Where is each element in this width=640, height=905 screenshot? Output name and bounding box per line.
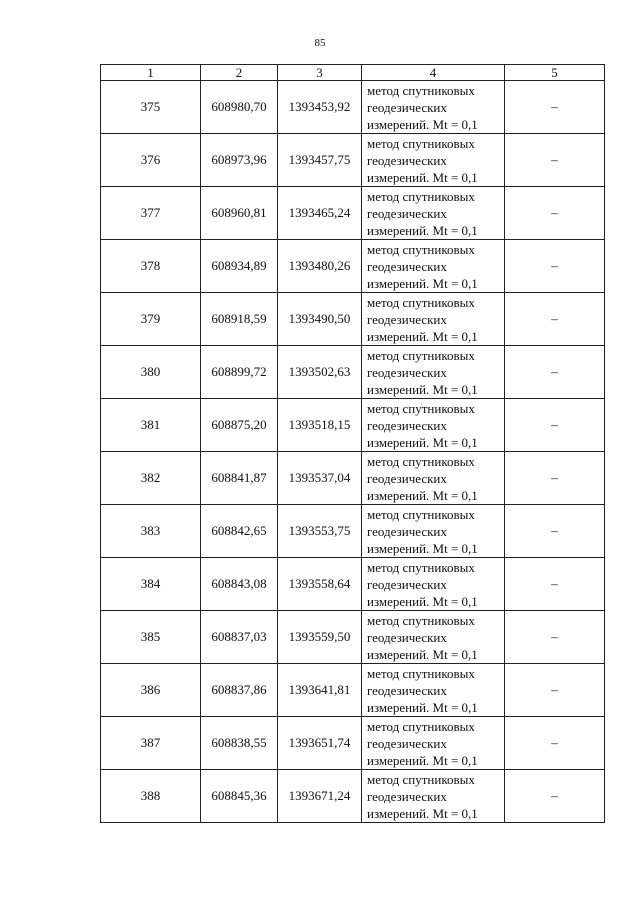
table-row <box>101 611 605 664</box>
method-line: геодезических <box>367 735 447 751</box>
point-number-cell: 378 <box>101 240 201 293</box>
coordinate-y-cell: 1393537,04 <box>278 452 362 505</box>
point-number-cell: 381 <box>101 399 201 452</box>
method-line: геодезических <box>367 788 447 804</box>
method-line: измерений. Mt = 0,1 <box>367 540 478 556</box>
method-line: геодезических <box>367 682 447 698</box>
method-line: измерений. Mt = 0,1 <box>367 805 478 821</box>
note-cell: – <box>505 664 605 717</box>
point-number-cell: 386 <box>101 664 201 717</box>
coordinate-y-cell: 1393490,50 <box>278 293 362 346</box>
note-cell: – <box>505 717 605 770</box>
point-number-cell: 380 <box>101 346 201 399</box>
table-row <box>101 452 605 505</box>
method-line: метод спутниковых <box>367 612 475 628</box>
point-number-cell: 382 <box>101 452 201 505</box>
coordinate-x-cell: 608960,81 <box>201 187 278 240</box>
header-cell-4: 4 <box>362 65 505 81</box>
point-number-cell: 388 <box>101 770 201 823</box>
note-cell: – <box>505 346 605 399</box>
note-cell: – <box>505 452 605 505</box>
method-cell <box>362 452 505 505</box>
point-number-cell: 383 <box>101 505 201 558</box>
header-cell-5: 5 <box>505 65 605 81</box>
coordinate-x-cell: 608842,65 <box>201 505 278 558</box>
method-line: метод спутниковых <box>367 347 475 363</box>
method-line: метод спутниковых <box>367 241 475 257</box>
method-line: метод спутниковых <box>367 453 475 469</box>
method-cell <box>362 399 505 452</box>
table-row <box>101 187 605 240</box>
table-row <box>101 134 605 187</box>
table-header <box>101 65 605 81</box>
table-row <box>101 558 605 611</box>
coordinate-y-cell: 1393559,50 <box>278 611 362 664</box>
method-cell <box>362 187 505 240</box>
method-line: геодезических <box>367 470 447 486</box>
coordinate-y-cell: 1393558,64 <box>278 558 362 611</box>
method-line: геодезических <box>367 258 447 274</box>
coordinate-y-cell: 1393518,15 <box>278 399 362 452</box>
method-line: метод спутниковых <box>367 400 475 416</box>
point-number-cell: 375 <box>101 81 201 134</box>
method-line: измерений. Mt = 0,1 <box>367 752 478 768</box>
method-cell <box>362 505 505 558</box>
table-body <box>101 81 605 823</box>
method-cell <box>362 611 505 664</box>
method-cell <box>362 240 505 293</box>
method-line: измерений. Mt = 0,1 <box>367 487 478 503</box>
table-row <box>101 399 605 452</box>
note-cell: – <box>505 505 605 558</box>
note-cell: – <box>505 134 605 187</box>
method-line: геодезических <box>367 417 447 433</box>
method-cell <box>362 664 505 717</box>
coordinate-y-cell: 1393651,74 <box>278 717 362 770</box>
coordinate-y-cell: 1393457,75 <box>278 134 362 187</box>
method-line: измерений. Mt = 0,1 <box>367 646 478 662</box>
method-line: измерений. Mt = 0,1 <box>367 593 478 609</box>
point-number-cell: 377 <box>101 187 201 240</box>
method-line: геодезических <box>367 205 447 221</box>
note-cell: – <box>505 187 605 240</box>
point-number-cell: 387 <box>101 717 201 770</box>
page-number: 85 <box>314 37 326 49</box>
note-cell: – <box>505 770 605 823</box>
coordinate-x-cell: 608837,03 <box>201 611 278 664</box>
method-line: геодезических <box>367 576 447 592</box>
method-line: метод спутниковых <box>367 506 475 522</box>
method-cell <box>362 293 505 346</box>
note-cell: – <box>505 293 605 346</box>
method-cell <box>362 558 505 611</box>
note-cell: – <box>505 611 605 664</box>
coordinate-x-cell: 608918,59 <box>201 293 278 346</box>
table-row <box>101 293 605 346</box>
table-row <box>101 770 605 823</box>
method-line: метод спутниковых <box>367 294 475 310</box>
coordinate-x-cell: 608838,55 <box>201 717 278 770</box>
method-line: метод спутниковых <box>367 559 475 575</box>
coordinate-x-cell: 608973,96 <box>201 134 278 187</box>
point-number-cell: 376 <box>101 134 201 187</box>
method-line: измерений. Mt = 0,1 <box>367 381 478 397</box>
header-cell-2: 2 <box>201 65 278 81</box>
method-line: геодезических <box>367 629 447 645</box>
point-number-cell: 385 <box>101 611 201 664</box>
method-line: геодезических <box>367 311 447 327</box>
method-line: геодезических <box>367 523 447 539</box>
coordinate-x-cell: 608843,08 <box>201 558 278 611</box>
note-cell: – <box>505 240 605 293</box>
method-line: метод спутниковых <box>367 718 475 734</box>
header-row <box>101 65 605 81</box>
method-line: метод спутниковых <box>367 82 475 98</box>
note-cell: – <box>505 558 605 611</box>
header-cell-3: 3 <box>278 65 362 81</box>
note-cell: – <box>505 399 605 452</box>
point-number-cell: 384 <box>101 558 201 611</box>
table-row <box>101 505 605 558</box>
method-line: измерений. Mt = 0,1 <box>367 434 478 450</box>
coordinate-y-cell: 1393480,26 <box>278 240 362 293</box>
method-line: измерений. Mt = 0,1 <box>367 116 478 132</box>
coordinate-y-cell: 1393641,81 <box>278 664 362 717</box>
coordinate-x-cell: 608841,87 <box>201 452 278 505</box>
method-line: метод спутниковых <box>367 771 475 787</box>
method-cell <box>362 81 505 134</box>
coordinate-x-cell: 608934,89 <box>201 240 278 293</box>
note-cell: – <box>505 81 605 134</box>
method-line: метод спутниковых <box>367 135 475 151</box>
method-line: метод спутниковых <box>367 665 475 681</box>
method-line: геодезических <box>367 364 447 380</box>
method-line: измерений. Mt = 0,1 <box>367 169 478 185</box>
method-cell <box>362 717 505 770</box>
coordinate-x-cell: 608875,20 <box>201 399 278 452</box>
coordinate-x-cell: 608899,72 <box>201 346 278 399</box>
coordinate-y-cell: 1393502,63 <box>278 346 362 399</box>
method-cell <box>362 134 505 187</box>
coordinate-x-cell: 608837,86 <box>201 664 278 717</box>
method-cell <box>362 346 505 399</box>
coordinate-x-cell: 608980,70 <box>201 81 278 134</box>
method-cell <box>362 770 505 823</box>
method-line: измерений. Mt = 0,1 <box>367 328 478 344</box>
table-row <box>101 81 605 134</box>
method-line: измерений. Mt = 0,1 <box>367 699 478 715</box>
method-line: измерений. Mt = 0,1 <box>367 275 478 291</box>
table-row <box>101 346 605 399</box>
table-row <box>101 240 605 293</box>
coordinate-y-cell: 1393671,24 <box>278 770 362 823</box>
header-cell-1: 1 <box>101 65 201 81</box>
coordinate-y-cell: 1393553,75 <box>278 505 362 558</box>
table-row <box>101 664 605 717</box>
method-line: измерений. Mt = 0,1 <box>367 222 478 238</box>
coordinate-x-cell: 608845,36 <box>201 770 278 823</box>
method-line: геодезических <box>367 99 447 115</box>
coordinate-y-cell: 1393453,92 <box>278 81 362 134</box>
table-row <box>101 717 605 770</box>
method-line: метод спутниковых <box>367 188 475 204</box>
point-number-cell: 379 <box>101 293 201 346</box>
method-line: геодезических <box>367 152 447 168</box>
coordinates-table <box>100 64 605 823</box>
coordinate-y-cell: 1393465,24 <box>278 187 362 240</box>
